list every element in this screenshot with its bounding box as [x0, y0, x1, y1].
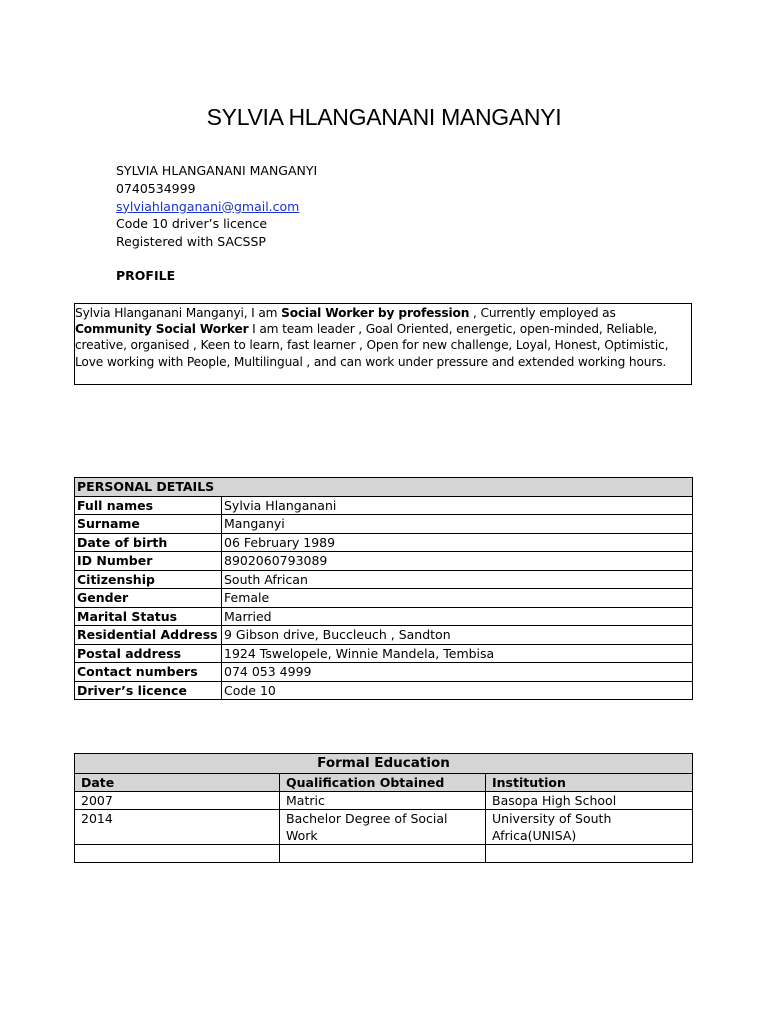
- table-row: [75, 644, 693, 663]
- profile-bold-role: Community Social Worker: [75, 322, 249, 337]
- row-value: 1924 Tswelopele, Winnie Mandela, Tembisa: [222, 644, 693, 663]
- contact-registration: Registered with SACSSP: [116, 234, 266, 250]
- edu-qualification: Bachelor Degree of Social Work: [280, 810, 486, 845]
- table-row: [75, 626, 693, 645]
- profile-box: [74, 303, 692, 385]
- edu-institution: Basopa High School: [486, 792, 693, 810]
- table-row: [75, 589, 693, 608]
- table-row: [75, 496, 693, 515]
- row-label: Contact numbers: [75, 663, 222, 682]
- row-label: ID Number: [75, 552, 222, 571]
- contact-block: [116, 162, 317, 251]
- row-label: Residential Address: [75, 626, 222, 645]
- edu-qualification: Matric: [280, 792, 486, 810]
- row-value: South African: [222, 570, 693, 589]
- row-label: Citizenship: [75, 570, 222, 589]
- formal-education-heading: Formal Education: [75, 754, 693, 774]
- column-header-date: Date: [75, 774, 280, 792]
- row-value: Manganyi: [222, 515, 693, 534]
- profile-text: , Currently employed as: [469, 306, 616, 320]
- row-value: 9 Gibson drive, Buccleuch , Sandton: [222, 626, 693, 645]
- row-label: Date of birth: [75, 533, 222, 552]
- row-value: 074 053 4999: [222, 663, 693, 682]
- row-value: Female: [222, 589, 693, 608]
- table-row: [75, 663, 693, 682]
- contact-licence: Code 10 driver’s licence: [116, 216, 268, 232]
- table-row: [75, 792, 693, 810]
- table-row: [75, 533, 693, 552]
- row-label: Driver’s licence: [75, 681, 222, 700]
- table-row: [75, 570, 693, 589]
- table-row: [75, 515, 693, 534]
- personal-details-heading: PERSONAL DETAILS: [75, 478, 693, 497]
- contact-name: SYLVIA HLANGANANI MANGANYI: [116, 163, 318, 178]
- row-value: Sylvia Hlanganani: [222, 496, 693, 515]
- edu-date: 2007: [75, 792, 280, 810]
- row-value: 06 February 1989: [222, 533, 693, 552]
- row-label: Full names: [75, 496, 222, 515]
- row-label: Marital Status: [75, 607, 222, 626]
- personal-details-table: [74, 477, 693, 700]
- row-label: Surname: [75, 515, 222, 534]
- edu-date: 2014: [75, 810, 280, 845]
- row-value: Code 10: [222, 681, 693, 700]
- column-header-institution: Institution: [486, 774, 693, 792]
- edu-date: [75, 845, 280, 863]
- table-row: [75, 810, 693, 845]
- profile-text: I am team leader , Goal Oriented, energetic, open-minded, Reliable, creative, organised , Keen to learn, fast learner , Open for new challenge, Loyal, Honest, Optimistic, Love working with People, Multilingual , and can work under pressure and extended working hours.: [75, 322, 669, 369]
- table-row: [75, 845, 693, 863]
- table-row: [75, 552, 693, 571]
- table-row: [75, 681, 693, 700]
- document-title: SYLVIA HLANGANANI MANGANYI: [206, 104, 562, 130]
- edu-institution: [486, 845, 693, 863]
- column-header-qualification: Qualification Obtained: [280, 774, 486, 792]
- profile-bold-profession: Social Worker by profession: [281, 306, 470, 320]
- edu-qualification: [280, 845, 486, 863]
- email-link[interactable]: sylviahlanganani@gmail.com: [116, 198, 300, 214]
- edu-institution: University of South Africa(UNISA): [486, 810, 693, 845]
- row-label: Gender: [75, 589, 222, 608]
- row-value: 8902060793089: [222, 552, 693, 571]
- row-label: Postal address: [75, 644, 222, 663]
- row-value: Married: [222, 607, 693, 626]
- formal-education-table: [74, 753, 693, 863]
- profile-heading: PROFILE: [116, 268, 176, 283]
- profile-text: Sylvia Hlanganani Manganyi, I am: [75, 306, 282, 320]
- table-row: [75, 607, 693, 626]
- contact-phone: 0740534999: [116, 180, 196, 196]
